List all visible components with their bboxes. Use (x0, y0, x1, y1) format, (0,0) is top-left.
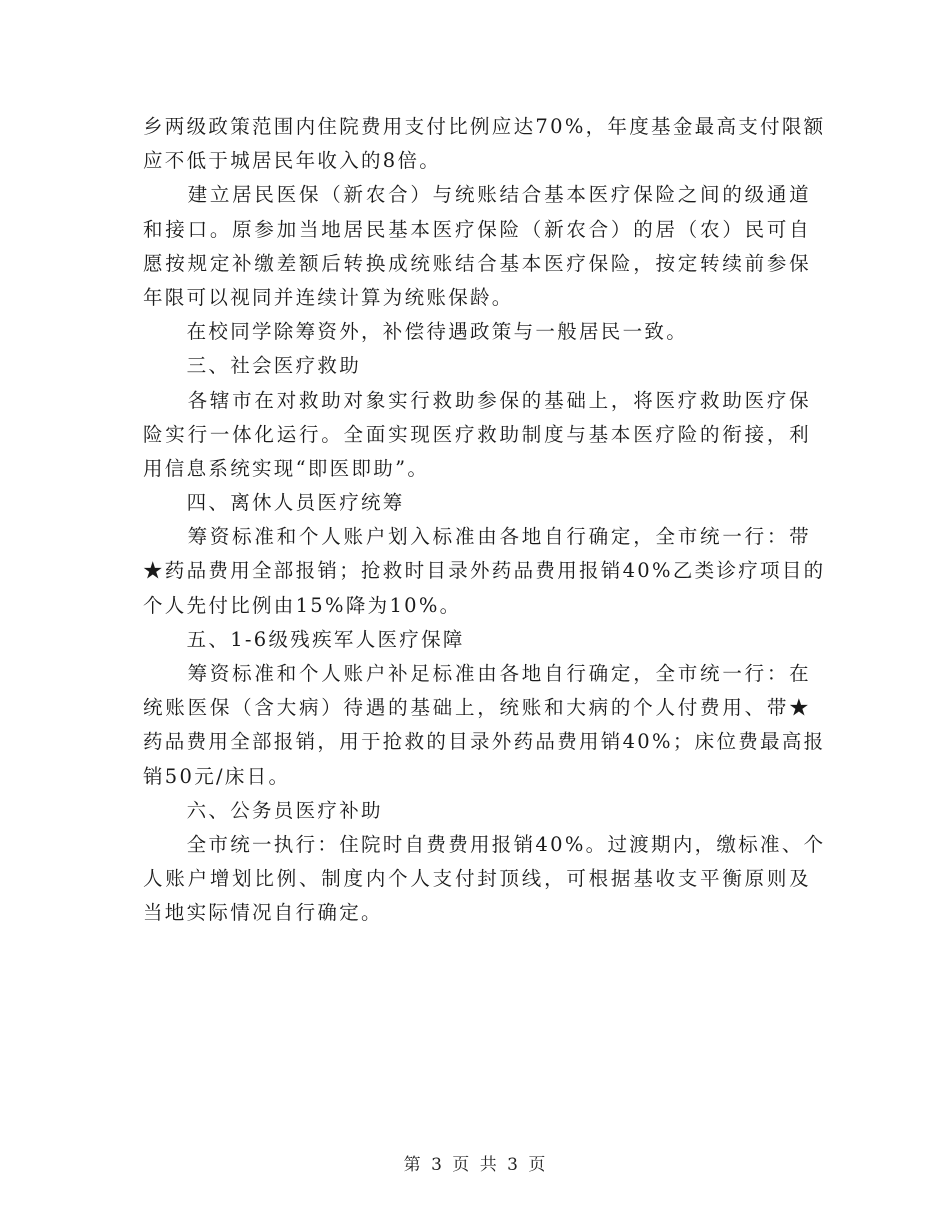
text-line: 药品费用全部报销，用于抢救的目录外药品费用销40%；床位费最高报 (143, 730, 826, 754)
document-body (143, 110, 826, 931)
text-line: 当地实际情况自行确定。 (143, 901, 383, 925)
para-channel (143, 178, 811, 315)
para-civil-servants (143, 828, 826, 931)
para-continued-policy (143, 110, 826, 178)
page-footer: 第 3 页 共 3 页 (403, 1155, 547, 1175)
text-line: 五、1-6级残疾军人医疗保障 (143, 627, 465, 651)
text-line: 六、公务员医疗补助 (143, 798, 383, 822)
text-line: 统账医保（含大病）待遇的基础上，统账和大病的个人付费用、带★ (143, 696, 811, 720)
text-line: 乡两级政策范围内住院费用支付比例应达70%，年度基金最高支付限额 (143, 115, 826, 138)
para-students (143, 315, 811, 349)
text-line: 在校同学除筹资外，补偿待遇政策与一般居民一致。 (143, 320, 689, 344)
heading-3 (143, 349, 811, 383)
text-line: 个人先付比例由15%降为10%。 (143, 593, 462, 617)
text-line: 和接口。原参加当地居民基本医疗保险（新农合）的居（农）民可自 (143, 217, 811, 241)
text-line: ★药品费用全部报销；抢救时目录外药品费用报销40%乙类诊疗项目的 (143, 559, 826, 583)
text-line: 建立居民医保（新农合）与统账结合基本医疗保险之间的级通道 (143, 183, 811, 207)
heading-5 (143, 623, 811, 657)
text-line: 四、离休人员医疗统筹 (143, 491, 405, 515)
text-line: 筹资标准和个人账户划入标准由各地自行确定，全市统一行：带 (143, 525, 811, 549)
text-line: 销50元/床日。 (143, 764, 291, 788)
para-assistance (143, 384, 811, 487)
text-line: 全市统一执行：住院时自费费用报销40%。过渡期内，缴标准、个 (143, 832, 826, 856)
text-line: 筹资标准和个人账户补足标准由各地自行确定，全市统一行：在 (143, 662, 811, 685)
heading-4 (143, 486, 811, 520)
text-line: 险实行一体化运行。全面实现医疗救助制度与基本医疗险的衔接，利 (143, 422, 811, 446)
para-veterans (143, 657, 826, 794)
text-line: 各辖市在对救助对象实行救助参保的基础上，将医疗救助医疗保 (143, 388, 811, 412)
text-line: 愿按规定补缴差额后转换成统账结合基本医疗保险，按定转续前参保 (143, 251, 811, 275)
text-line: 三、社会医疗救助 (143, 354, 362, 378)
text-line: 人账户增划比例、制度内个人支付封顶线，可根据基收支平衡原则及 (143, 867, 811, 891)
heading-6 (143, 794, 811, 828)
text-line: 应不低于城居民年收入的8倍。 (143, 149, 442, 173)
para-retirees (143, 520, 826, 623)
text-line: 年限可以视同并连续计算为统账保龄。 (143, 285, 514, 309)
text-line: 用信息系统实现“即医即助”。 (143, 456, 430, 480)
